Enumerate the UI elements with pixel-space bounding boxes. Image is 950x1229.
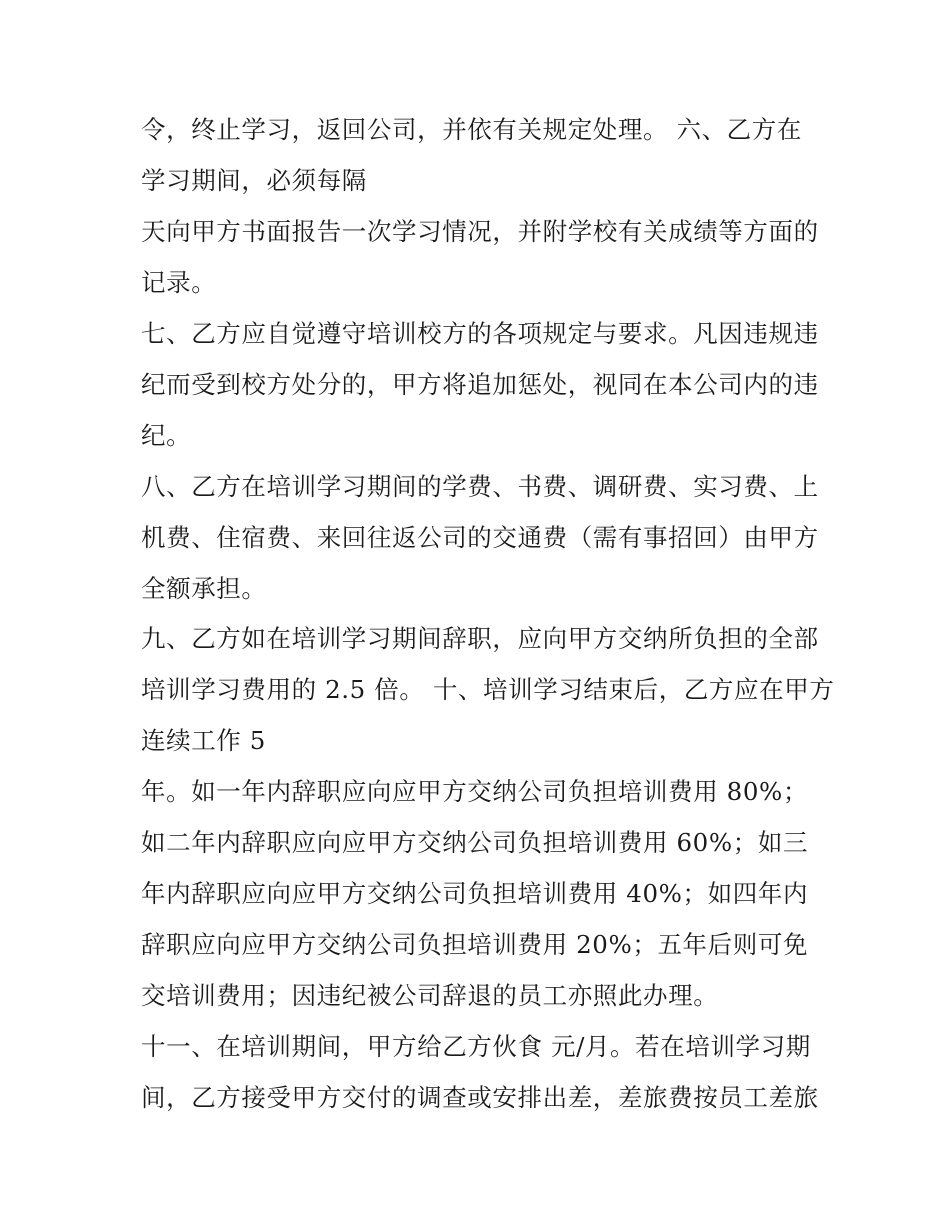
text-line-16: 年内辞职应向应甲方交纳公司负担培训费用 40%；如四年内	[141, 879, 809, 908]
text-line-6: 纪而受到校方处分的，甲方将追加惩处，视同在本公司内的违	[141, 370, 819, 399]
text-line-20: 间，乙方接受甲方交付的调查或安排出差，差旅费按员工差旅	[141, 1083, 819, 1112]
text-line-1: 令，终止学习，返回公司，并依有关规定处理。 六、乙方在	[141, 115, 802, 144]
text-line-7: 纪。	[141, 421, 192, 450]
text-line-17: 辞职应向应甲方交纳公司负担培训费用 20%；五年后则可免	[141, 930, 809, 959]
text-line-3: 天向甲方书面报告一次学习情况，并附学校有关成绩等方面的	[141, 217, 819, 246]
text-line-19: 十一、在培训期间，甲方给乙方伙食 元/月。若在培训学习期	[141, 1032, 811, 1061]
text-line-8: 八、乙方在培训学习期间的学费、书费、调研费、实习费、上	[141, 472, 819, 501]
text-line-11: 九、乙方如在培训学习期间辞职，应向甲方交纳所负担的全部	[141, 624, 819, 653]
text-line-18: 交培训费用；因违纪被公司辞退的员工亦照此办理。	[141, 981, 719, 1010]
text-line-4: 记录。	[141, 268, 217, 297]
text-line-10: 全额承担。	[141, 574, 267, 603]
text-line-5: 七、乙方应自觉遵守培训校方的各项规定与要求。凡因违规违	[141, 319, 819, 348]
text-line-2: 学习期间，必须每隔	[141, 166, 367, 195]
text-line-15: 如二年内辞职应向应甲方交纳公司负担培训费用 60%；如三	[141, 828, 809, 857]
text-line-12: 培训学习费用的 2.5 倍。 十、培训学习结束后，乙方应在甲方	[141, 675, 835, 704]
text-line-14: 年。如一年内辞职应向应甲方交纳公司负担培训费用 80%；	[141, 777, 809, 806]
text-line-9: 机费、住宿费、来回往返公司的交通费（需有事招回）由甲方	[141, 523, 819, 552]
text-line-13: 连续工作 5	[141, 726, 266, 755]
